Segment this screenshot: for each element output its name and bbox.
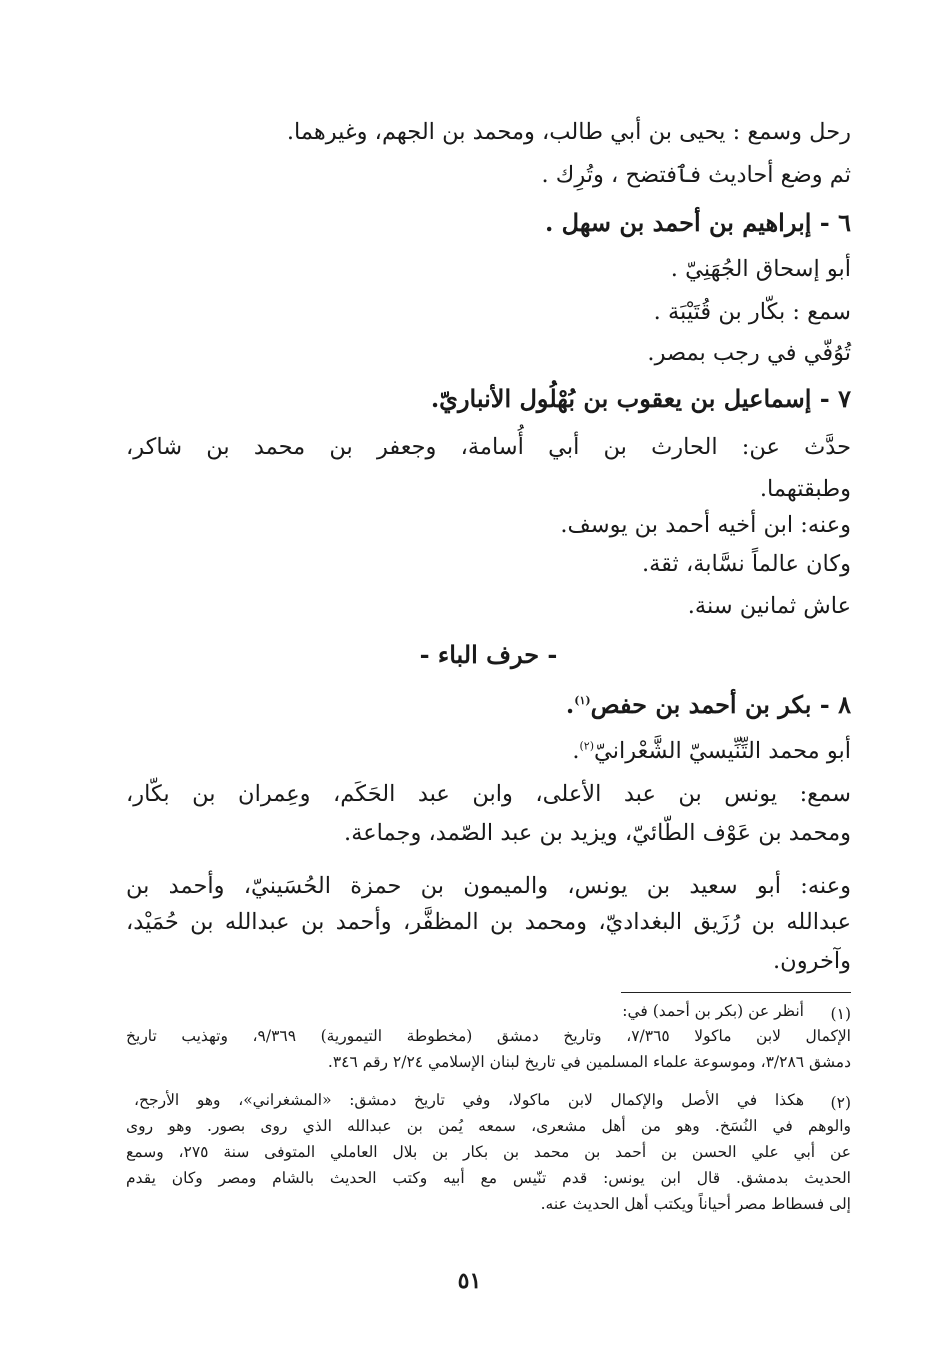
footnote-2-line: هكذا في الأصل والإكمال لابن ماكولا، وفي تاريخ دمشق: «المشغراني»، وهو الأرجح، [134,1091,804,1109]
footnote-1-line: الإكمال لابن ماكولا ٧/٣٦٥، وتاريخ دمشق (مخطوطة التيمورية) ٩/٣٦٩، وتهذيب تاريخ [126,1027,851,1045]
page-number: ٥١ [457,1268,482,1294]
footnote-2-line: عن أبي علي الحسن بن أحمد بن محمد بن بكار بن بلال العاملي المتوفى سنة ٢٧٥، وسمع [126,1143,851,1161]
footnote-ref-1: (١) [574,694,591,707]
entry-7-teachers-cont: وطبقتهما. [759,476,851,502]
entry-7-teachers: حدَّث عن: الحارث بن أبي أُسامة، وجعفر بن محمد بن شاكر، [126,434,851,460]
entry-8-students-end: وآخرون. [773,948,851,974]
entry-8-teachers-cont: ومحمد بن عَوْف الطّائيّ، ويزيد بن عبد الصّمد، وجماعة. [344,820,851,846]
footnote-separator [621,992,851,993]
entry-7-title: ٧ - إسماعيل بن يعقوب بن بُهْلُول الأنباريّ. [430,384,851,413]
entry-7-note: وكان عالماً نسَّابة، ثقة. [641,551,851,577]
entry-8-kunya [126,736,851,766]
entry-8-students-cont: عبدالله بن رُزَيق البغداديّ، ومحمد بن المظفَّر، وأحمد بن عبدالله بن حُمَيْد، [126,909,851,935]
entry-8-students: وعنه: أبو سعيد بن يونس، والميمون بن حمزة الحُسَينيّ، وأحمد بن [126,873,851,899]
entry-7-students: وعنه: ابن أخيه أحمد بن يوسف. [560,512,851,538]
footnote-1-line: أنظر عن (بكر بن أحمد) في: [622,1002,804,1020]
footnote-2-number: (٢) [830,1094,851,1112]
entry-8-title [126,690,851,720]
footnote-2-line: إلى فسطاط مصر أحياناً ويكتب أهل الحديث عنه. [540,1195,851,1213]
footnote-2-line: والوهم في النُسَخ. وهو من أهل مشعرى، سمعه يُمن بن عبدالله الذي روى بصور. وهو روى [126,1117,851,1135]
entry-8-title-text: ٨ - بكر بن أحمد بن حفص [590,690,851,719]
footnote-2-line: الحديث بدمشق. قال ابن يونس: قدم تنّيس مع أبيه وكتب الحديث بالشام ومصر وكان يقدم [126,1169,851,1187]
entry-6-death: تُوُفّي في رجب بمصر. [647,340,851,366]
entry-7-age: عاش ثمانين سنة. [687,593,851,619]
footnote-1-line: دمشق ٣/٢٨٦، وموسوعة علماء المسلمين في تاريخ لبنان الإسلامي ٢/٢٤ رقم ٣٤٦. [327,1053,851,1071]
entry-8-title-end: . [565,690,575,719]
entry-8-kunya-text: أبو محمد التِّنِّيسيّ الشَّعْرانيّ [593,738,851,764]
entry-6-title: ٦ - إبراهيم بن أحمد بن سهل . [544,208,851,237]
entry-6-kunya: أبو إسحاق الجُهَنِيّ . [670,256,851,282]
section-heading: - حرف الباء - [419,640,558,669]
entry-8-kunya-end: . [572,738,580,764]
entry-6-teachers: سمع : بكّار بن قُتَيْبَة . [653,299,851,325]
footnote-1-number: (١) [830,1005,851,1023]
footnote-ref-2: (٢) [579,739,594,753]
body-line: ثم وضع أحاديث فٱفتضح ، وتُرِك . [541,162,851,188]
entry-8-teachers: سمع: يونس بن عبد الأعلى، وابن عبد الحَكَم، وعِمران بن بكّار، [126,781,851,807]
body-line: رحل وسمع : يحيى بن أبي طالب، ومحمد بن الجهم، وغيرهما. [286,119,851,145]
